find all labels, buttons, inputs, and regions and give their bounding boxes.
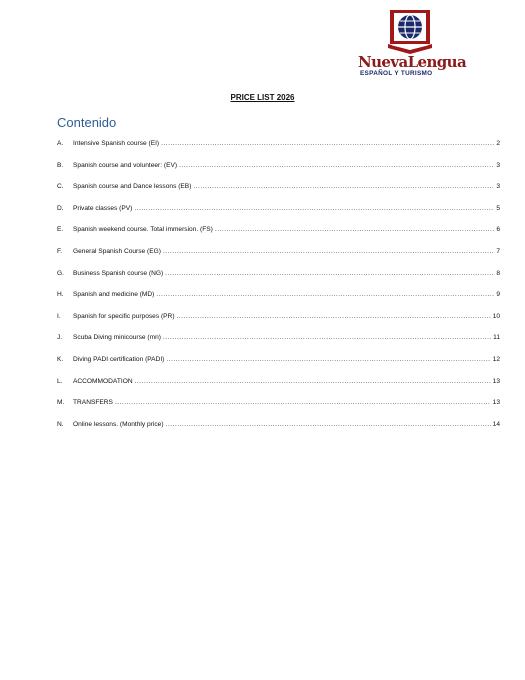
- toc-leader-dots: [161, 133, 494, 155]
- toc-entry-page: 6: [496, 226, 500, 234]
- toc-leader-dots: [156, 284, 494, 306]
- toc-entry-title: Spanish course and Dance lessons (EB): [73, 183, 192, 191]
- toc-entry[interactable]: [57, 176, 500, 198]
- toc-entry-letter: J.: [57, 334, 63, 342]
- toc-entry-title: ACCOMMODATION: [73, 377, 133, 385]
- toc-entry-title: Business Spanish course (NG): [73, 269, 164, 277]
- toc-entry-title: Diving PADI certification (PADI): [73, 355, 165, 363]
- toc-entry-letter: N.: [57, 420, 64, 428]
- toc-entry-letter: D.: [57, 204, 64, 212]
- table-of-contents: [57, 133, 500, 435]
- toc-entry-title: Intensive Spanish course (EI): [73, 140, 160, 147]
- toc-leader-dots: [193, 176, 494, 198]
- toc-entry-letter: K.: [57, 355, 64, 363]
- toc-entry-page: 3: [496, 161, 500, 169]
- brand-logo: [358, 8, 478, 78]
- toc-entry-letter: A.: [57, 140, 64, 147]
- globe-book-icon: [386, 8, 434, 54]
- toc-leader-dots: [134, 198, 494, 220]
- toc-leader-dots: [163, 241, 494, 263]
- toc-entry-page: 3: [496, 183, 500, 191]
- toc-entry[interactable]: [57, 327, 500, 349]
- toc-heading: Contenido: [57, 115, 117, 130]
- toc-entry-title: Private classes (PV): [73, 204, 133, 212]
- toc-leader-dots: [179, 155, 494, 177]
- toc-entry-letter: C.: [57, 183, 64, 191]
- toc-entry[interactable]: [57, 219, 500, 241]
- toc-entry[interactable]: [57, 414, 500, 436]
- toc-entry-page: 2: [496, 140, 500, 147]
- brand-wordmark: NuevaLengua: [358, 53, 467, 71]
- document-title: PRICE LIST 2026: [230, 93, 295, 102]
- toc-entry[interactable]: [57, 371, 500, 393]
- toc-entry[interactable]: [57, 198, 500, 220]
- toc-entry-title: TRANSFERS: [73, 399, 113, 407]
- toc-entry-title: Scuba Diving minicourse (mn): [73, 334, 161, 342]
- toc-entry-title: Spanish and medicine (MD): [73, 291, 155, 299]
- toc-entry-title: Spanish for specific purposes (PR): [73, 312, 175, 320]
- toc-entry-letter: G.: [57, 269, 64, 277]
- toc-entry[interactable]: [57, 392, 500, 414]
- toc-entry[interactable]: [57, 241, 500, 263]
- toc-entry-page: 10: [492, 312, 500, 320]
- toc-entry-letter: E.: [57, 226, 64, 234]
- toc-entry-letter: M.: [57, 399, 65, 407]
- toc-entry-letter: B.: [57, 161, 64, 169]
- toc-entry-letter: L.: [57, 377, 63, 385]
- toc-entry-page: 12: [492, 355, 500, 363]
- toc-entry-page: 14: [492, 420, 500, 428]
- toc-entry-title: Online lessons. (Monthly price): [73, 420, 164, 428]
- toc-leader-dots: [115, 392, 491, 414]
- toc-entry-title: Spanish course and volunteer: (EV): [73, 161, 178, 169]
- brand-tagline: ESPAÑOL Y TURISMO: [360, 70, 433, 77]
- toc-leader-dots: [166, 414, 491, 436]
- toc-entry[interactable]: [57, 306, 500, 328]
- toc-entry-page: 8: [496, 269, 500, 277]
- toc-leader-dots: [215, 219, 494, 241]
- toc-entry[interactable]: [57, 133, 500, 155]
- toc-entry[interactable]: [57, 349, 500, 371]
- toc-entry-page: 5: [496, 204, 500, 212]
- toc-entry-page: 13: [492, 377, 500, 385]
- toc-leader-dots: [163, 327, 491, 349]
- toc-entry-page: 7: [496, 247, 500, 255]
- toc-entry[interactable]: [57, 155, 500, 177]
- toc-leader-dots: [166, 349, 490, 371]
- toc-entry-letter: H.: [57, 291, 64, 299]
- toc-entry-page: 9: [496, 291, 500, 299]
- toc-entry-page: 13: [492, 399, 500, 407]
- toc-entry-page: 11: [493, 334, 500, 342]
- toc-leader-dots: [177, 306, 491, 328]
- toc-entry-letter: I.: [57, 312, 61, 320]
- toc-entry-title: Spanish weekend course. Total immersion. (FS): [73, 226, 213, 234]
- toc-leader-dots: [135, 371, 491, 393]
- toc-entry[interactable]: [57, 284, 500, 306]
- toc-entry-title: General Spanish Course (EG): [73, 247, 161, 255]
- toc-entry[interactable]: [57, 263, 500, 285]
- toc-entry-letter: F.: [57, 247, 63, 255]
- toc-leader-dots: [165, 263, 494, 285]
